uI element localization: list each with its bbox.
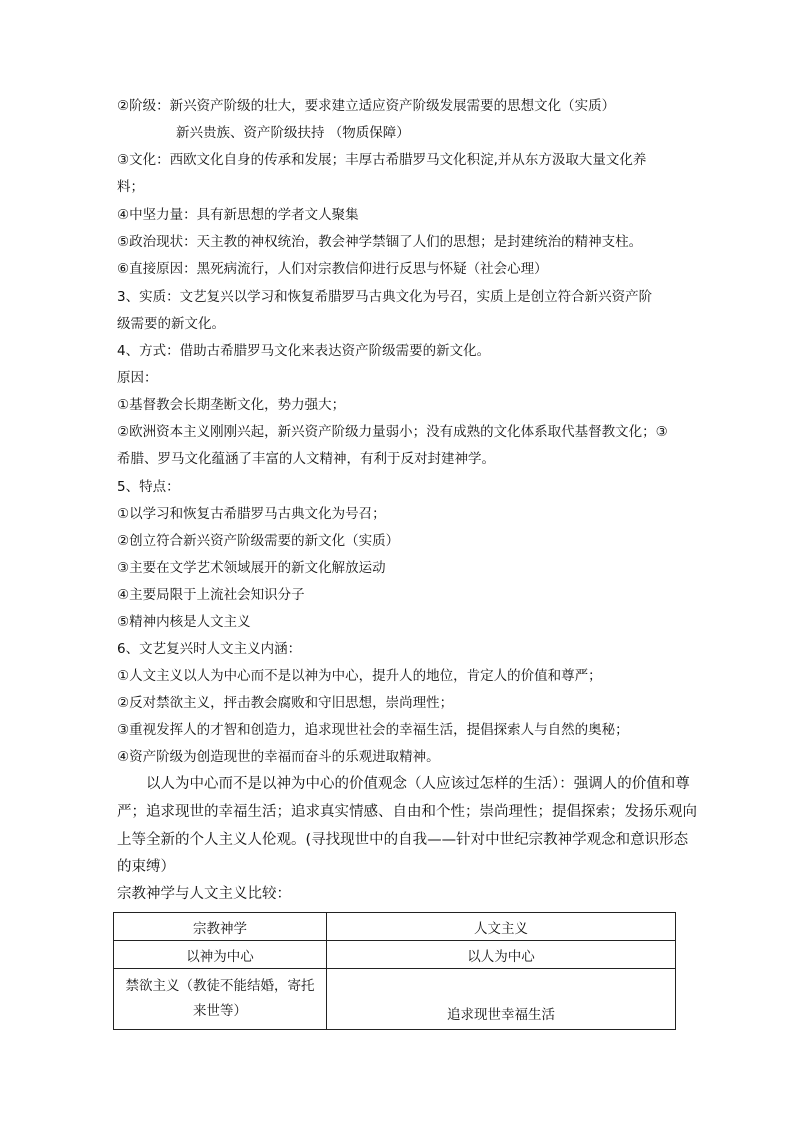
table-cell: 以神为中心 <box>114 941 327 969</box>
text-line: 以人为中心而不是以神为中心的价值观念（人应该过怎样的生活）：强调人的价值和尊 <box>146 776 690 792</box>
text-line: ④主要局限于上流社会知识分子 <box>117 587 305 603</box>
text-line: 宗教神学与人文主义比较： <box>117 886 291 902</box>
text-line: ⑤政治现状：天主教的神权统治，教会神学禁锢了人们的思想；是封建统治的精神支柱。 <box>117 234 643 250</box>
table-row <box>114 941 676 969</box>
text-line: ①人文主义以人为中心而不是以神为中心，提升人的地位，肯定人的价值和尊严； <box>117 668 602 684</box>
text-line: 新兴贵族、资产阶级扶持 （物质保障） <box>176 125 410 141</box>
text-line: 希腊、罗马文化蕴涵了丰富的人文精神，有利于反对封建神学。 <box>117 451 495 467</box>
table-cell: 追求现世幸福生活 <box>327 969 676 1030</box>
text-line: ③文化：西欧文化自身的传承和发展；丰厚古希腊罗马文化积淀,并从东方汲取大量文化养 <box>117 152 647 168</box>
text-line: 的束缚） <box>117 859 175 875</box>
table-header-cell: 宗教神学 <box>114 913 327 941</box>
text-line: ②反对禁欲主义，抨击教会腐败和守旧思想，崇尚理性； <box>117 695 454 711</box>
text-line: 3、实质：文艺复兴以学习和恢复希腊罗马古典文化为号召，实质上是创立符合新兴资产阶 <box>117 289 653 305</box>
text-line: ②欧洲资本主义刚刚兴起，新兴资产阶级力量弱小；没有成熟的文化体系取代基督教文化；③ <box>117 424 668 440</box>
text-line: 级需要的新文化。 <box>117 316 225 332</box>
text-line: ①基督教会长期垄断文化，势力强大； <box>117 397 346 413</box>
table-cell: 以人为中心 <box>327 941 676 969</box>
table-row <box>114 969 676 1030</box>
text-line: 料； <box>117 179 144 195</box>
text-line: ②阶级：新兴资产阶级的壮大，要求建立适应资产阶级发展需要的思想文化（实质） <box>117 98 616 114</box>
text-line: ③重视发挥人的才智和创造力，追求现世社会的幸福生活，提倡探索人与自然的奥秘； <box>117 722 629 738</box>
text-line: 5、特点： <box>117 479 180 495</box>
table-header-cell: 人文主义 <box>327 913 676 941</box>
text-line: 严；追求现世的幸福生活；追求真实情感、自由和个性；崇尚理性；提倡探索；发扬乐观向 <box>117 804 697 820</box>
table-cell-line: 禁欲主义（教徒不能结婚，寄托 <box>125 978 315 994</box>
text-line: ①以学习和恢复古希腊罗马古典文化为号召； <box>117 506 386 522</box>
text-line: ③主要在文学艺术领域展开的新文化解放运动 <box>117 560 386 576</box>
text-line: ④中坚力量：具有新思想的学者文人聚集 <box>117 207 359 223</box>
text-line: 上等全新的个人主义人伦观。(寻找现世中的自我——针对中世纪宗教神学观念和意识形态 <box>117 832 689 848</box>
text-line: 4、方式：借助古希腊罗马文化来表达资产阶级需要的新文化。 <box>117 343 491 359</box>
table-cell-line: 来世等） <box>193 1003 247 1019</box>
comparison-table <box>113 912 676 1030</box>
text-line: ④资产阶级为创造现世的幸福而奋斗的乐观进取精神。 <box>117 749 440 765</box>
table-cell <box>114 969 327 1030</box>
text-line: 原因： <box>117 370 158 386</box>
table-row <box>114 913 676 941</box>
text-line: ⑥直接原因：黑死病流行，人们对宗教信仰进行反思与怀疑（社会心理） <box>117 261 548 277</box>
text-line: ⑤精神内核是人文主义 <box>117 614 251 630</box>
text-line: ②创立符合新兴资产阶级需要的新文化（实质） <box>117 533 400 549</box>
text-line: 6、文艺复兴时人文主义内涵： <box>117 641 302 657</box>
